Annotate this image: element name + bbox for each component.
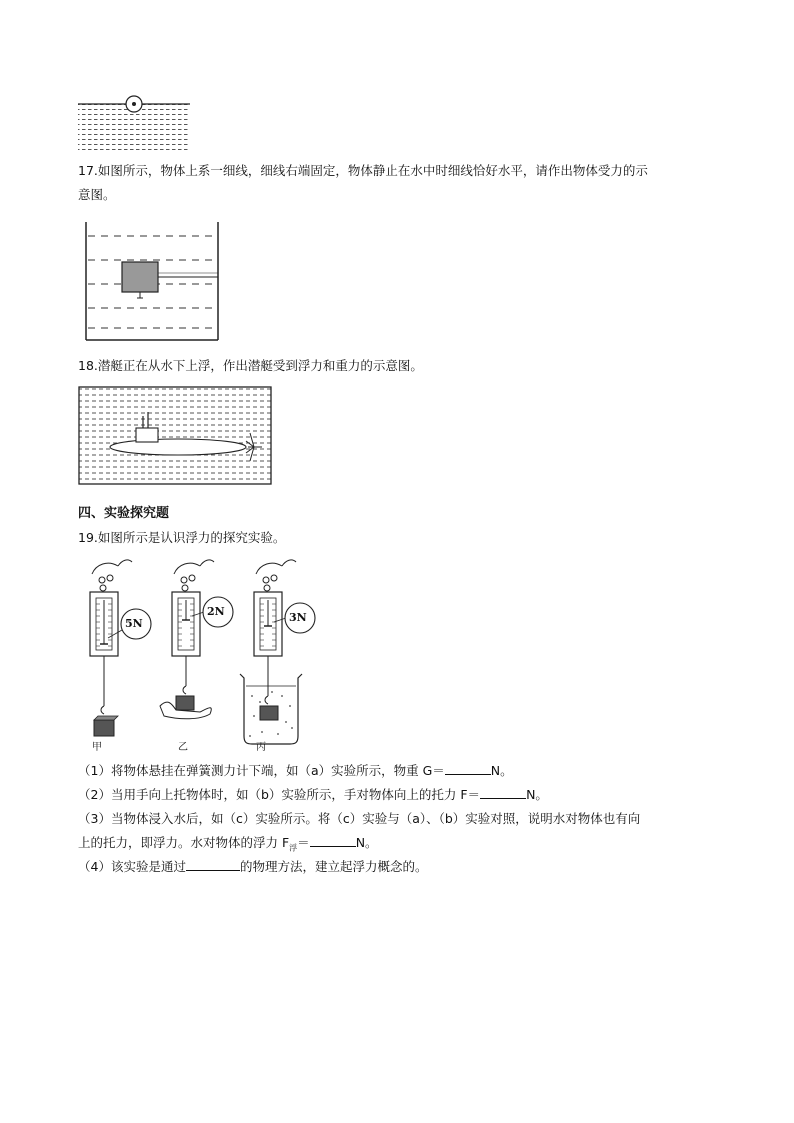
section4-heading: 四、实验探究题: [78, 506, 170, 521]
q19-part2: [78, 786, 548, 804]
q19-part4-blank[interactable]: [186, 858, 240, 871]
scale-c-label: 丙: [256, 742, 266, 753]
q19-part1-unit: N。: [490, 763, 513, 778]
q17-text-line1: 17.如图所示，物体上系一细线，细线右端固定，物体静止在水中时细线恰好水平，请作出物体受力的示: [78, 163, 648, 178]
q19-part3-blank[interactable]: [310, 834, 356, 847]
scale-c-reading: 3N: [289, 611, 307, 624]
q19-part2-unit: N。: [526, 787, 548, 802]
q19-part3-subscript: 浮: [289, 843, 298, 853]
q19-part2-blank[interactable]: [480, 786, 526, 799]
q19-part1-blank[interactable]: [445, 762, 491, 775]
q19-part4: [78, 858, 427, 876]
q17-text-line2: 意图。: [78, 187, 116, 202]
scale-a-label: 甲: [92, 742, 102, 753]
q19-intro: 19.如图所示是认识浮力的探究实验。: [78, 530, 286, 545]
q19-spring-scale-figure: [78, 556, 318, 756]
scale-b: [160, 560, 233, 719]
scale-b-label: 乙: [178, 742, 188, 753]
q16-ball-in-water-figure: [76, 92, 194, 152]
q19-part2-text: （2）当用手向上托物体时，如（b）实验所示，手对物体向上的托力 F＝: [78, 787, 481, 802]
q18-text: 18.潜艇正在从水下上浮，作出潜艇受到浮力和重力的示意图。: [78, 358, 423, 373]
scale-a: [90, 560, 151, 736]
q19-part4-text: （4）该实验是通过: [78, 859, 186, 874]
q19-part1-text: （1）将物体悬挂在弹簧测力计下端，如（a）实验所示，物重 G＝: [78, 763, 445, 778]
scale-c: [240, 560, 315, 744]
q19-part4-text-after: 的物理方法，建立起浮力概念的。: [239, 859, 428, 874]
q19-part3-line2: [78, 834, 378, 858]
q19-part3-line1: （3）当物体浸入水后，如（c）实验所示。将（c）实验与（a）、（b）实验对照，说明水对物体也有向: [78, 811, 641, 826]
scale-b-reading: 2N: [207, 605, 225, 618]
q18-submarine-figure: [78, 386, 274, 486]
q19-part3-equals: ＝: [297, 835, 310, 850]
scale-a-reading: 5N: [125, 617, 143, 630]
q19-part3-text: 上的托力，即浮力。水对物体的浮力 F: [78, 835, 290, 850]
q17-block-in-water-figure: [84, 222, 224, 344]
q19-part3-unit: N。: [355, 835, 378, 850]
q19-part1: [78, 762, 513, 780]
